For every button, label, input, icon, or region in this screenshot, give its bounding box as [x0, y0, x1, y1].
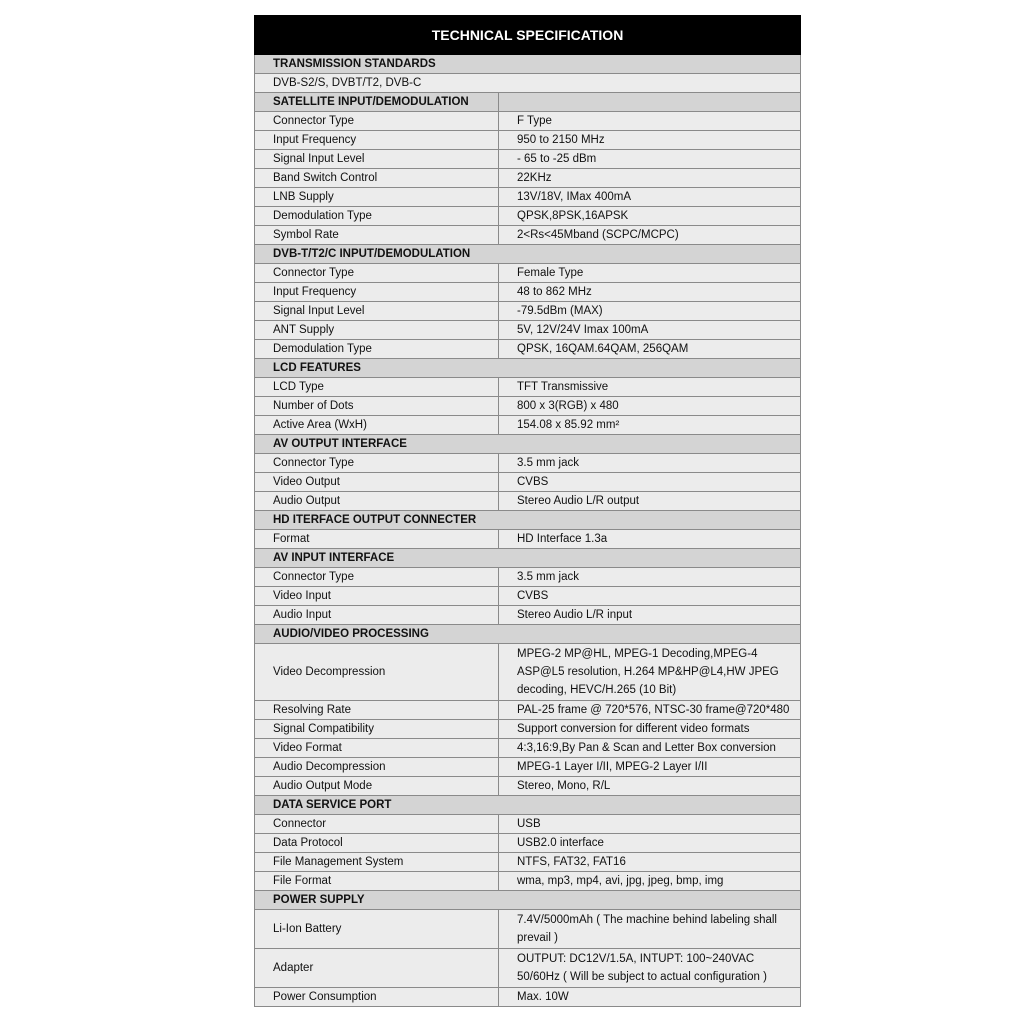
section-header-row — [255, 891, 801, 910]
spec-value: USB — [499, 815, 801, 834]
section-header-row — [255, 549, 801, 568]
spec-label: Connector Type — [255, 454, 499, 473]
spec-row — [255, 872, 801, 891]
spec-label: Power Consumption — [255, 988, 499, 1007]
spec-label: Video Decompression — [255, 644, 499, 701]
spec-row — [255, 473, 801, 492]
spec-row — [255, 131, 801, 150]
spec-row — [255, 606, 801, 625]
section-header-row — [255, 435, 801, 454]
spec-value: CVBS — [499, 473, 801, 492]
spec-label: Connector Type — [255, 264, 499, 283]
spec-row — [255, 416, 801, 435]
spec-row — [255, 530, 801, 549]
spec-value: Max. 10W — [499, 988, 801, 1007]
spec-row — [255, 397, 801, 416]
spec-row — [255, 112, 801, 131]
spec-value: MPEG-1 Layer I/II, MPEG-2 Layer I/II — [499, 758, 801, 777]
spec-value: 13V/18V, IMax 400mA — [499, 188, 801, 207]
spec-row — [255, 815, 801, 834]
spec-row — [255, 169, 801, 188]
section-label: AV INPUT INTERFACE — [255, 549, 801, 568]
spec-row — [255, 150, 801, 169]
spec-row — [255, 644, 801, 701]
spec-value: HD Interface 1.3a — [499, 530, 801, 549]
spec-row — [255, 758, 801, 777]
section-label: POWER SUPPLY — [255, 891, 801, 910]
spec-label: Signal Compatibility — [255, 720, 499, 739]
spec-row — [255, 302, 801, 321]
section-header-row — [255, 245, 801, 264]
spec-value: NTFS, FAT32, FAT16 — [499, 853, 801, 872]
spec-value: 4:3,16:9,By Pan & Scan and Letter Box conversion — [499, 739, 801, 758]
spec-value: Stereo Audio L/R output — [499, 492, 801, 511]
spec-row — [255, 568, 801, 587]
spec-row — [255, 988, 801, 1007]
spec-label: Resolving Rate — [255, 701, 499, 720]
spec-value: 3.5 mm jack — [499, 568, 801, 587]
spec-label: Demodulation Type — [255, 207, 499, 226]
spec-row — [255, 777, 801, 796]
standards-row — [255, 74, 801, 93]
spec-row — [255, 834, 801, 853]
spec-value: 7.4V/5000mAh ( The machine behind labeling shall prevail ) — [499, 910, 801, 949]
spec-label: LNB Supply — [255, 188, 499, 207]
spec-row — [255, 207, 801, 226]
spec-value: Stereo, Mono, R/L — [499, 777, 801, 796]
spec-label: Data Protocol — [255, 834, 499, 853]
spec-value: QPSK, 16QAM.64QAM, 256QAM — [499, 340, 801, 359]
spec-label: Video Input — [255, 587, 499, 606]
spec-label: Connector — [255, 815, 499, 834]
section-label: AV OUTPUT INTERFACE — [255, 435, 801, 454]
section-label: TRANSMISSION STANDARDS — [255, 55, 801, 74]
spec-row — [255, 454, 801, 473]
table-title: TECHNICAL SPECIFICATION — [255, 16, 801, 55]
spec-value: PAL-25 frame @ 720*576, NTSC-30 frame@720*480 — [499, 701, 801, 720]
spec-label: ANT Supply — [255, 321, 499, 340]
spec-row — [255, 340, 801, 359]
section-label: AUDIO/VIDEO PROCESSING — [255, 625, 801, 644]
spec-value: 3.5 mm jack — [499, 454, 801, 473]
spec-row — [255, 188, 801, 207]
section-header-row — [255, 55, 801, 74]
section-label: DATA SERVICE PORT — [255, 796, 801, 815]
spec-label: File Format — [255, 872, 499, 891]
spec-row — [255, 226, 801, 245]
spec-label: File Management System — [255, 853, 499, 872]
spec-row — [255, 264, 801, 283]
standards-value: DVB-S2/S, DVBT/T2, DVB-C — [255, 74, 801, 93]
spec-label: Li-Ion Battery — [255, 910, 499, 949]
spec-label: Band Switch Control — [255, 169, 499, 188]
spec-row — [255, 701, 801, 720]
spec-value: 800 x 3(RGB) x 480 — [499, 397, 801, 416]
spec-label: Format — [255, 530, 499, 549]
spec-label: Video Output — [255, 473, 499, 492]
spec-value: MPEG-2 MP@HL, MPEG-1 Decoding,MPEG-4 ASP@L5 resolution, H.264 MP&HP@L4,HW JPEG decoding, HEVC/H.265 (10 Bit) — [499, 644, 801, 701]
spec-row — [255, 492, 801, 511]
spec-label: Adapter — [255, 949, 499, 988]
spec-label: Input Frequency — [255, 131, 499, 150]
spec-value: Female Type — [499, 264, 801, 283]
spec-value: 48 to 862 MHz — [499, 283, 801, 302]
title-row — [255, 16, 801, 55]
spec-label: Number of Dots — [255, 397, 499, 416]
spec-value: 22KHz — [499, 169, 801, 188]
spec-value: - 65 to -25 dBm — [499, 150, 801, 169]
spec-label: Audio Output Mode — [255, 777, 499, 796]
section-label: HD ITERFACE OUTPUT CONNECTER — [255, 511, 801, 530]
spec-body — [255, 55, 801, 1007]
spec-row — [255, 739, 801, 758]
spec-label: Audio Output — [255, 492, 499, 511]
spec-value: 5V, 12V/24V Imax 100mA — [499, 321, 801, 340]
spec-value: CVBS — [499, 587, 801, 606]
spec-value: Support conversion for different video formats — [499, 720, 801, 739]
section-header-row — [255, 796, 801, 815]
spec-value: 2<Rs<45Mband (SCPC/MCPC) — [499, 226, 801, 245]
spec-value: 154.08 x 85.92 mm² — [499, 416, 801, 435]
spec-row — [255, 283, 801, 302]
spec-value: QPSK,8PSK,16APSK — [499, 207, 801, 226]
spec-label: Connector Type — [255, 568, 499, 587]
section-label: DVB-T/T2/C INPUT/DEMODULATION — [255, 245, 801, 264]
spec-label: Signal Input Level — [255, 150, 499, 169]
spec-label: Video Format — [255, 739, 499, 758]
spec-row — [255, 949, 801, 988]
spec-row — [255, 378, 801, 397]
section-header-row — [255, 359, 801, 378]
spec-value: F Type — [499, 112, 801, 131]
spec-value: wma, mp3, mp4, avi, jpg, jpeg, bmp, img — [499, 872, 801, 891]
spec-value: -79.5dBm (MAX) — [499, 302, 801, 321]
section-label: LCD FEATURES — [255, 359, 801, 378]
spec-row — [255, 853, 801, 872]
spec-label: Signal Input Level — [255, 302, 499, 321]
section-header-row — [255, 93, 801, 112]
spec-label: Symbol Rate — [255, 226, 499, 245]
spec-label: Active Area (WxH) — [255, 416, 499, 435]
section-value — [499, 93, 801, 112]
spec-value: 950 to 2150 MHz — [499, 131, 801, 150]
spec-value: TFT Transmissive — [499, 378, 801, 397]
spec-value: OUTPUT: DC12V/1.5A, INTUPT: 100~240VAC 50/60Hz ( Will be subject to actual configuration ) — [499, 949, 801, 988]
spec-label: Input Frequency — [255, 283, 499, 302]
spec-label: LCD Type — [255, 378, 499, 397]
spec-label: Audio Input — [255, 606, 499, 625]
spec-row — [255, 720, 801, 739]
spec-value: Stereo Audio L/R input — [499, 606, 801, 625]
spec-value: USB2.0 interface — [499, 834, 801, 853]
section-header-row — [255, 511, 801, 530]
spec-table — [254, 15, 801, 1007]
section-label: SATELLITE INPUT/DEMODULATION — [255, 93, 499, 112]
spec-row — [255, 910, 801, 949]
spec-row — [255, 321, 801, 340]
spec-label: Connector Type — [255, 112, 499, 131]
spec-label: Audio Decompression — [255, 758, 499, 777]
spec-label: Demodulation Type — [255, 340, 499, 359]
section-header-row — [255, 625, 801, 644]
spec-row — [255, 587, 801, 606]
